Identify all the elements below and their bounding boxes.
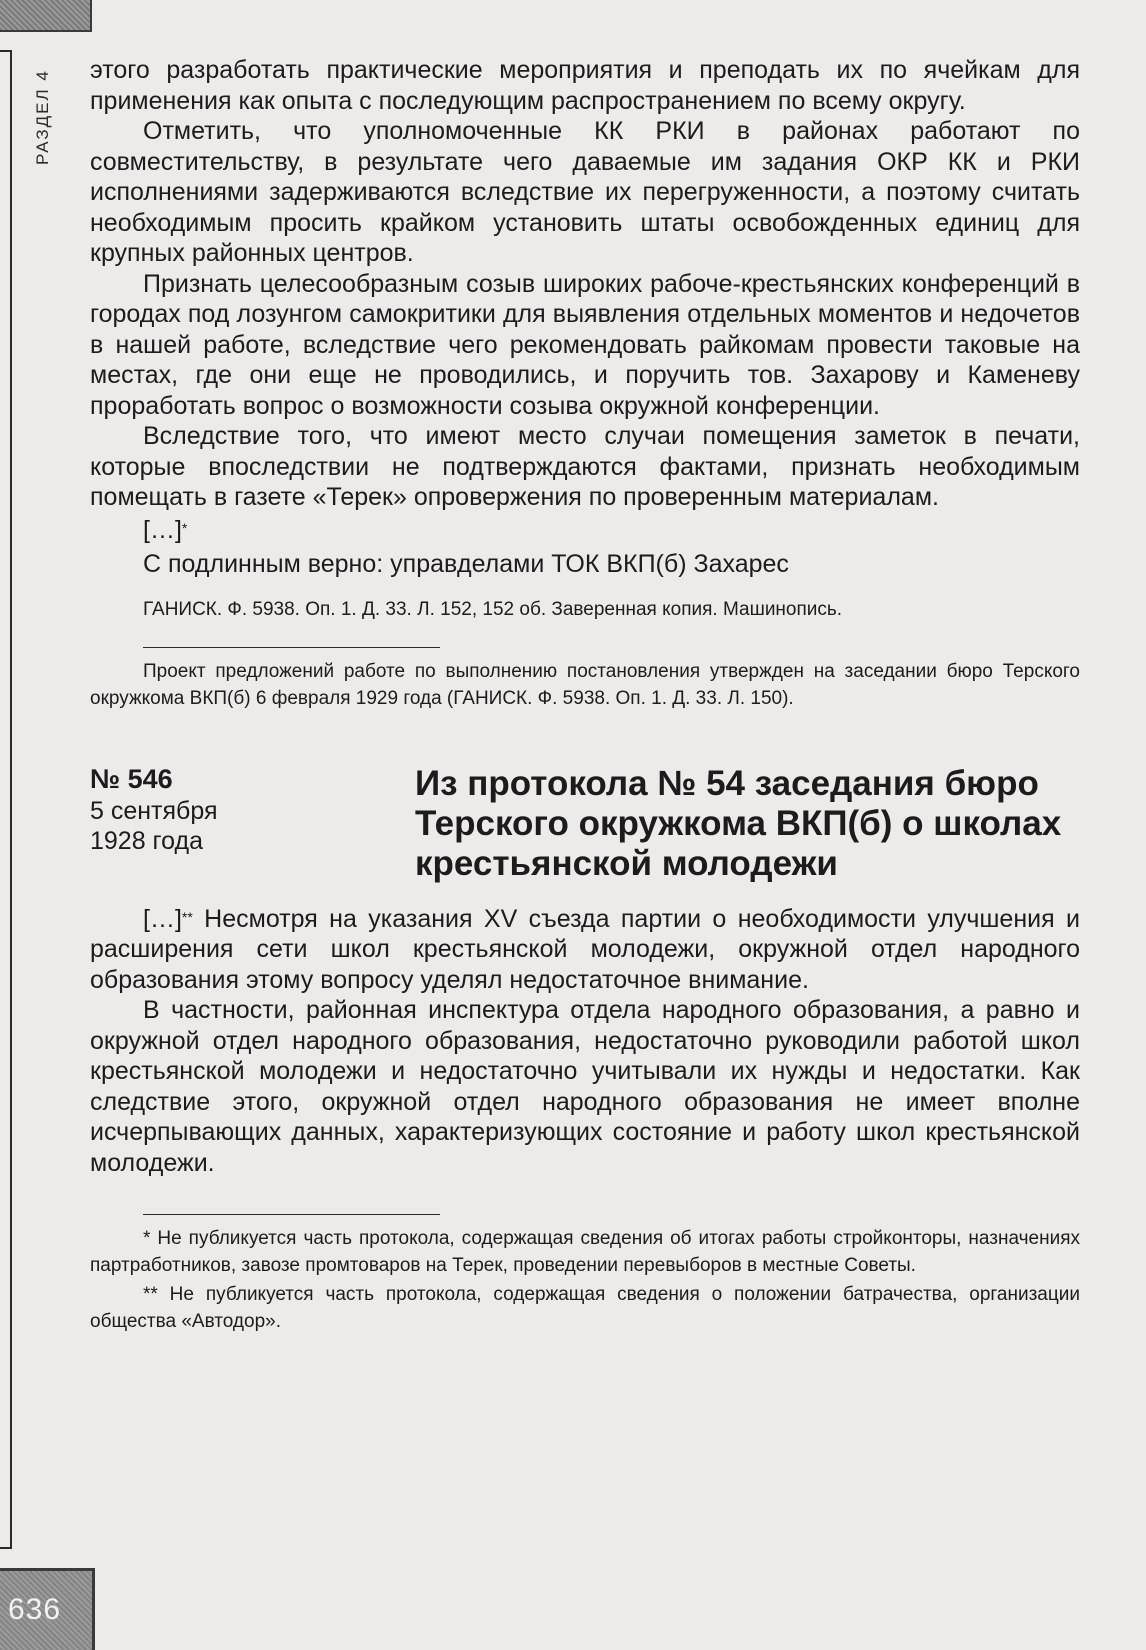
margin-bracket [0,50,12,1549]
editorial-note: Проект предложений работе по выполнению постановления утвержден на заседании бюро Терского окружкома ВКП(б) 6 февраля 1929 года (ГАНИСК. Ф. 5938. Оп. 1. Д. 33. Л. 150). [90,660,1080,709]
paragraph-continuation: этого разработать практические мероприятия и преподать их по ячейкам для применения как опыта с последующим распространением по всему округу. [90,56,1080,115]
omission-text: […] [143,515,182,544]
paragraph: Признать целесообразным созыв широких рабоче-крестьянских конференций в городах под лозунгом самокритики для выявления отдельных моментов и недочетов в нашей работе, вследствие чего рекомендовать райкомам провести таковые на местах, где они еще не проводились, и поручить тов. Захарову и Каменеву проработать вопрос о возможности созыва окружной конференции. [90,269,1080,420]
paragraph: В частности, районная инспектура отдела народного образования, а равно и окружной отдел народного образования, недостаточно руководили работой школ крестьянской молодежи и недостаточно учитывали их нужды и недостатки. Как следствие этого, окружной отдел народного образования не имеет вполне исчерпывающих данных, характеризующих состояние и работу школ крестьянской молодежи. [90,996,1080,1177]
paragraph: Вследствие того, что имеют место случаи помещения заметок в печати, которые впоследствии не подтверждаются фактами, признать необходимым помещать в газете «Терек» опровержения по проверенным материалам. [90,422,1080,511]
document-header [90,764,1080,904]
page-number: 636 [8,1593,62,1626]
date-line: 1928 года [90,826,203,855]
document-title: Из протокола № 54 заседания бюро Терского окружкома ВКП(б) о школах крестьянской молодежи [415,763,1062,883]
date-line: 5 сентября [90,796,218,825]
omission-text: […] [143,904,182,933]
corner-decoration [0,0,92,32]
page-number-box [0,1568,95,1650]
omission-mark [143,513,1080,547]
footnote-marker: ** [181,908,193,925]
divider [143,647,440,648]
archive-source: ГАНИСК. Ф. 5938. Оп. 1. Д. 33. Л. 152, 152 об. Заверенная копия. Машинопись. [143,598,843,620]
section-label: РАЗДЕЛ 4 [33,69,52,165]
footnote: ** Не публикуется часть протокола, содержащая сведения о положении батрачества, организации общества «Автодор». [90,1284,1080,1332]
page-content [90,55,1080,1335]
paragraph: Отметить, что уполномоченные КК РКИ в районах работают по совместительству, в результате чего даваемые им задания ОКР КК и РКИ исполнениями задерживаются вследствие их перегруженности, а поэтому считать необходимым просить крайком установить штаты освобожденных единиц для крупных районных центров. [90,117,1080,267]
document-number: № 546 [90,763,173,794]
document-date [90,796,218,856]
paragraph [90,904,1080,996]
footnote-divider [143,1214,440,1215]
certification-line: С подлинным верно: управделами ТОК ВКП(б) Захарес [143,549,789,578]
footnote-marker: * [181,519,188,536]
footnote: * Не публикуется часть протокола, содержащая сведения об итогах работы стройконторы, назначениях партработников, завозе промтоваров на Терек, проведении перевыборов в местные Советы. [90,1228,1080,1276]
paragraph-text: Несмотря на указания XV съезда партии о необходимости улучшения и расширения сети школ крестьянской молодежи, окружной отдел народного образования этому вопросу уделял недостаточное внимание. [90,904,1080,994]
